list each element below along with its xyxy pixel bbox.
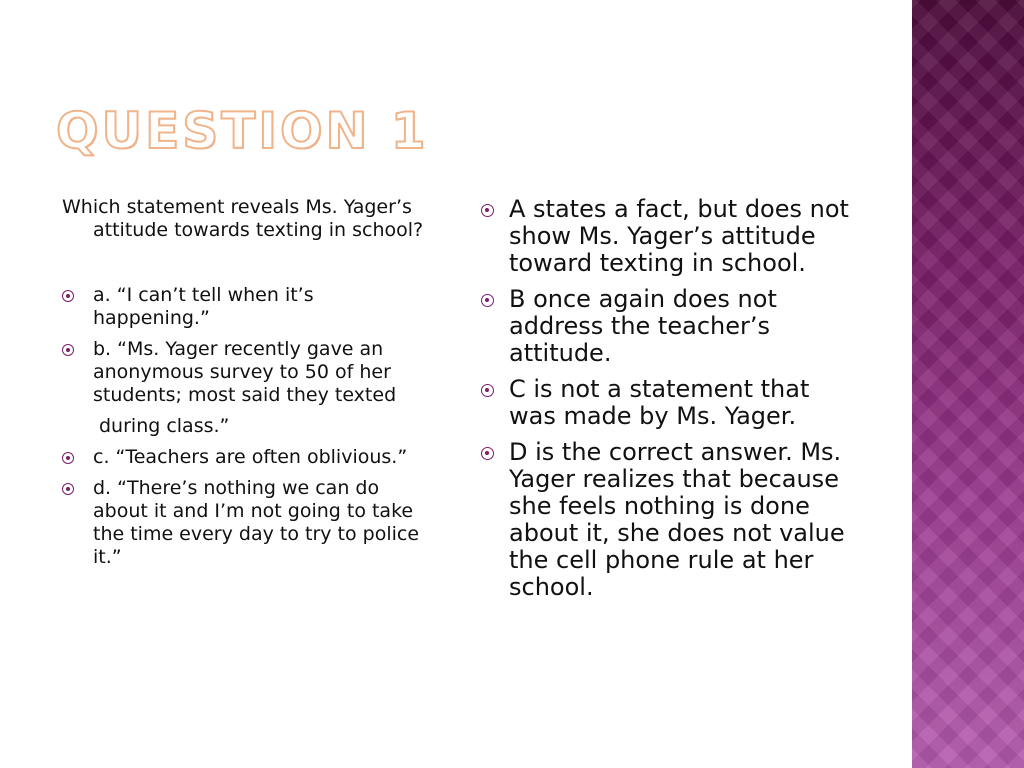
option-text: b. “Ms. Yager recently gave an anonymous survey to 50 of her students; most said they texted [93,338,397,406]
option-a [62,284,434,330]
explanation-text: B once again does not address the teacher’s attitude. [509,285,777,367]
explanation-d [480,439,860,601]
explanation-column [480,196,860,610]
explanation-text: C is not a statement that was made by Ms. Yager. [509,375,810,430]
decorative-side-band [912,0,1024,768]
answer-options-list [62,284,434,407]
target-bullet-icon [481,294,494,307]
target-bullet-icon [62,452,74,464]
question-column [62,196,434,577]
explanation-list [480,196,860,601]
option-text: a. “I can’t tell when it’s happening.” [93,284,314,329]
explanation-text: D is the correct answer. Ms. Yager realizes that because she feels nothing is done about it, she does not value the cell phone rule at her school. [509,438,845,601]
option-d [62,477,434,569]
explanation-b [480,286,860,367]
option-b [62,338,434,407]
option-text: c. “Teachers are often oblivious.” [93,446,408,468]
slide-title: QUESTION 1 [56,102,429,160]
explanation-c [480,376,860,430]
target-bullet-icon [62,483,74,495]
option-b-continuation: during class.” [99,415,230,437]
option-text: d. “There’s nothing we can do about it and I’m not going to take the time every day to try to police it.” [93,477,420,568]
target-bullet-icon [481,447,494,460]
question-prompt: Which statement reveals Ms. Yager’s attitude towards texting in school? [62,196,424,241]
target-bullet-icon [481,204,494,217]
option-c [62,446,434,469]
target-bullet-icon [481,384,494,397]
answer-options-list-continued [62,446,434,569]
target-bullet-icon [62,290,74,302]
explanation-a [480,196,860,277]
target-bullet-icon [62,344,74,356]
explanation-text: A states a fact, but does not show Ms. Yager’s attitude toward texting in school. [509,195,849,277]
